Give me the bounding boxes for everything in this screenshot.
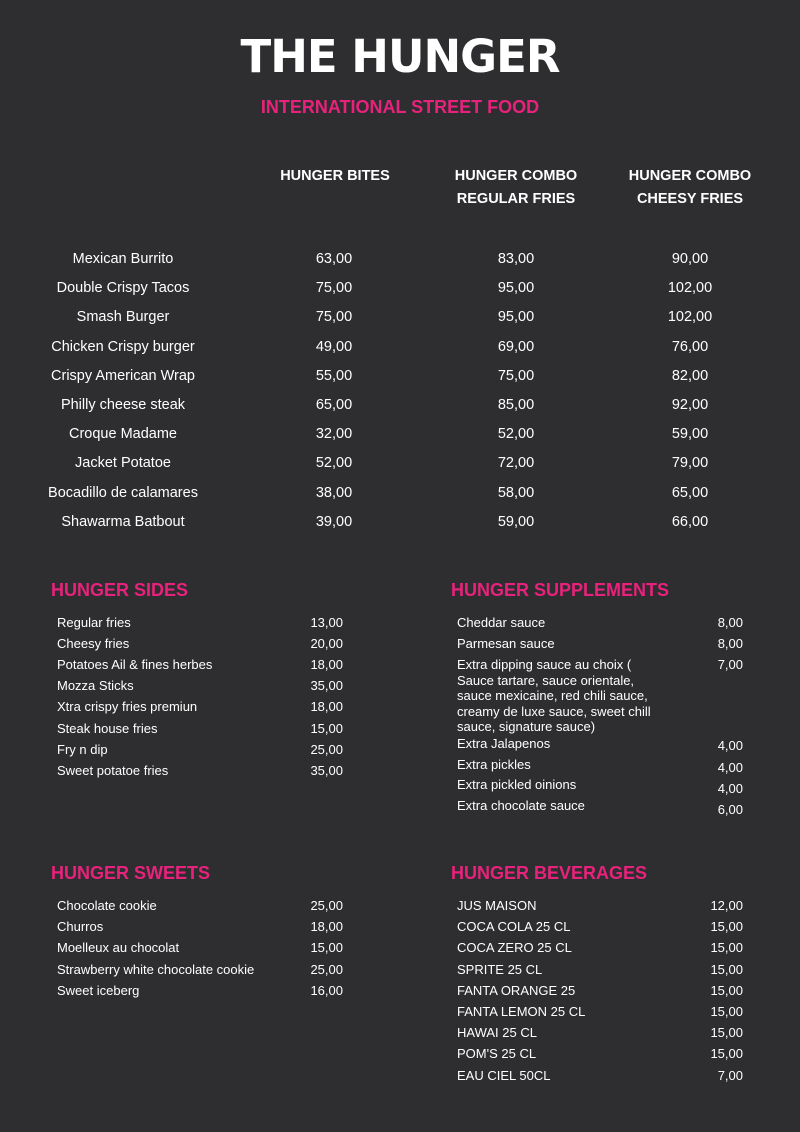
item-name: Shawarma Batbout xyxy=(61,514,185,530)
main-item-row xyxy=(0,251,800,280)
price-combo-cheesy: 76,00 xyxy=(671,339,709,355)
sides-price: 18,00 xyxy=(310,699,343,714)
price-combo-regular: 72,00 xyxy=(497,455,535,471)
main-item-row xyxy=(0,397,800,426)
sides-item: Xtra crispy fries premiun xyxy=(57,699,198,714)
sweets-item: Chocolate cookie xyxy=(57,898,157,913)
price-bites: 75,00 xyxy=(315,280,353,296)
beverages-item: POM'S 25 CL xyxy=(457,1046,537,1061)
sides-item: Cheesy fries xyxy=(57,636,130,651)
sweets-item: Moelleux au chocolat xyxy=(57,940,180,955)
price-bites: 75,00 xyxy=(315,309,353,325)
supplements-price: 8,00 xyxy=(717,636,743,651)
beverages-price: 7,00 xyxy=(717,1068,743,1083)
price-combo-regular: 85,00 xyxy=(497,397,535,413)
beverages-price: 15,00 xyxy=(710,940,743,955)
price-combo-regular: 58,00 xyxy=(497,485,535,501)
price-combo-regular: 52,00 xyxy=(497,426,535,442)
supplements-item: Extra dipping sauce au choix ( Sauce tartare, sauce orientale, sauce mexicaine, red chili sauce, creamy de luxe sauce, sweet chill sauce, signature sauce) xyxy=(457,657,651,734)
sweets-item: Churros xyxy=(57,919,104,934)
price-bites: 49,00 xyxy=(315,339,353,355)
section-title-beverages: HUNGER BEVERAGES xyxy=(451,863,648,883)
section-title-sweets: HUNGER SWEETS xyxy=(51,863,211,883)
main-item-row xyxy=(0,309,800,338)
price-combo-regular: 75,00 xyxy=(497,368,535,384)
item-name: Jacket Potatoe xyxy=(75,455,171,471)
item-name: Croque Madame xyxy=(69,426,177,442)
price-combo-regular: 95,00 xyxy=(497,309,535,325)
beverages-price: 12,00 xyxy=(710,898,743,913)
price-bites: 39,00 xyxy=(315,514,353,530)
price-combo-cheesy: 65,00 xyxy=(671,485,709,501)
column-header-line: HUNGER BITES xyxy=(280,168,390,184)
supplements-price: 4,00 xyxy=(717,760,743,775)
price-combo-cheesy: 82,00 xyxy=(671,368,709,384)
main-item-row xyxy=(0,455,800,484)
beverages-price: 15,00 xyxy=(710,919,743,934)
beverages-item: COCA COLA 25 CL xyxy=(457,919,571,934)
beverages-item: SPRITE 25 CL xyxy=(457,962,543,977)
sides-price: 35,00 xyxy=(310,678,343,693)
main-item-row xyxy=(0,280,800,309)
beverages-item: COCA ZERO 25 CL xyxy=(457,940,572,955)
price-bites: 38,00 xyxy=(315,485,353,501)
sides-item: Fry n dip xyxy=(57,742,108,757)
beverages-price: 15,00 xyxy=(710,962,743,977)
sides-item: Regular fries xyxy=(57,615,131,630)
beverages-price: 15,00 xyxy=(710,1025,743,1040)
price-combo-regular: 59,00 xyxy=(497,514,535,530)
column-header-line: HUNGER COMBO xyxy=(628,168,752,184)
price-combo-cheesy: 79,00 xyxy=(671,455,709,471)
item-name: Crispy American Wrap xyxy=(51,368,195,384)
column-header-combo-regular xyxy=(436,165,596,211)
sweets-price: 25,00 xyxy=(310,898,343,913)
main-item-row xyxy=(0,514,800,543)
column-header-combo-cheesy xyxy=(610,165,770,211)
supplements-item: Extra chocolate sauce xyxy=(457,798,585,813)
price-combo-cheesy: 66,00 xyxy=(671,514,709,530)
price-combo-cheesy: 102,00 xyxy=(667,309,713,325)
price-combo-regular: 95,00 xyxy=(497,280,535,296)
sides-price: 15,00 xyxy=(310,721,343,736)
menu-subtitle: INTERNATIONAL STREET FOOD xyxy=(260,97,540,117)
price-bites: 65,00 xyxy=(315,397,353,413)
sweets-price: 18,00 xyxy=(310,919,343,934)
item-name: Philly cheese steak xyxy=(60,397,186,413)
beverages-price: 15,00 xyxy=(710,1046,743,1061)
sides-price: 18,00 xyxy=(310,657,343,672)
supplements-item: Parmesan sauce xyxy=(457,636,555,651)
main-item-row xyxy=(0,485,800,514)
main-item-row xyxy=(0,426,800,455)
supplements-price: 8,00 xyxy=(717,615,743,630)
sweets-item: Sweet iceberg xyxy=(57,983,140,998)
item-name: Mexican Burrito xyxy=(72,251,174,267)
price-combo-cheesy: 90,00 xyxy=(671,251,709,267)
supplements-price: 6,00 xyxy=(717,802,743,817)
column-header-line: HUNGER COMBO xyxy=(454,168,578,184)
column-header-hunger-bites xyxy=(260,165,410,188)
supplements-item: Extra Jalapenos xyxy=(457,736,551,751)
sweets-price: 15,00 xyxy=(310,940,343,955)
item-name: Smash Burger xyxy=(76,309,170,325)
sides-item: Mozza Sticks xyxy=(57,678,134,693)
beverages-price: 15,00 xyxy=(710,1004,743,1019)
sides-item: Sweet potatoe fries xyxy=(57,763,169,778)
supplements-price: 4,00 xyxy=(717,781,743,796)
item-name: Double Crispy Tacos xyxy=(56,280,190,296)
sides-price: 35,00 xyxy=(310,763,343,778)
supplements-price: 4,00 xyxy=(717,738,743,753)
beverages-item: HAWAI 25 CL xyxy=(457,1025,537,1040)
section-title-sides: HUNGER SIDES xyxy=(51,580,189,600)
column-header-line: CHEESY FRIES xyxy=(636,191,744,207)
beverages-item: JUS MAISON xyxy=(457,898,537,913)
beverages-price: 15,00 xyxy=(710,983,743,998)
sides-item: Steak house fries xyxy=(57,721,158,736)
price-combo-cheesy: 102,00 xyxy=(667,280,713,296)
section-title-supplements: HUNGER SUPPLEMENTS xyxy=(451,580,670,600)
price-bites: 52,00 xyxy=(315,455,353,471)
supplements-item: Extra pickles xyxy=(457,757,531,772)
sides-price: 13,00 xyxy=(310,615,343,630)
price-bites: 32,00 xyxy=(315,426,353,442)
item-name: Chicken Crispy burger xyxy=(51,339,195,355)
column-header-line: REGULAR FRIES xyxy=(456,191,576,207)
item-name: Bocadillo de calamares xyxy=(48,485,198,501)
price-combo-cheesy: 92,00 xyxy=(671,397,709,413)
price-bites: 55,00 xyxy=(315,368,353,384)
sides-price: 20,00 xyxy=(310,636,343,651)
beverages-item: FANTA ORANGE 25 xyxy=(457,983,576,998)
main-item-row xyxy=(0,339,800,368)
beverages-item: FANTA LEMON 25 CL xyxy=(457,1004,586,1019)
price-combo-regular: 83,00 xyxy=(497,251,535,267)
main-item-row xyxy=(0,368,800,397)
menu-title: THE HUNGER xyxy=(240,30,560,83)
sweets-price: 25,00 xyxy=(310,962,343,977)
beverages-item: EAU CIEL 50CL xyxy=(457,1068,551,1083)
supplements-item: Cheddar sauce xyxy=(457,615,546,630)
price-bites: 63,00 xyxy=(315,251,353,267)
supplements-price: 7,00 xyxy=(717,657,743,672)
sweets-price: 16,00 xyxy=(310,983,343,998)
price-combo-regular: 69,00 xyxy=(497,339,535,355)
sides-item: Potatoes Ail & fines herbes xyxy=(57,657,213,672)
price-combo-cheesy: 59,00 xyxy=(671,426,709,442)
sides-price: 25,00 xyxy=(310,742,343,757)
supplements-item: Extra pickled oinions xyxy=(457,777,577,792)
sweets-item: Strawberry white chocolate cookie xyxy=(57,962,255,977)
